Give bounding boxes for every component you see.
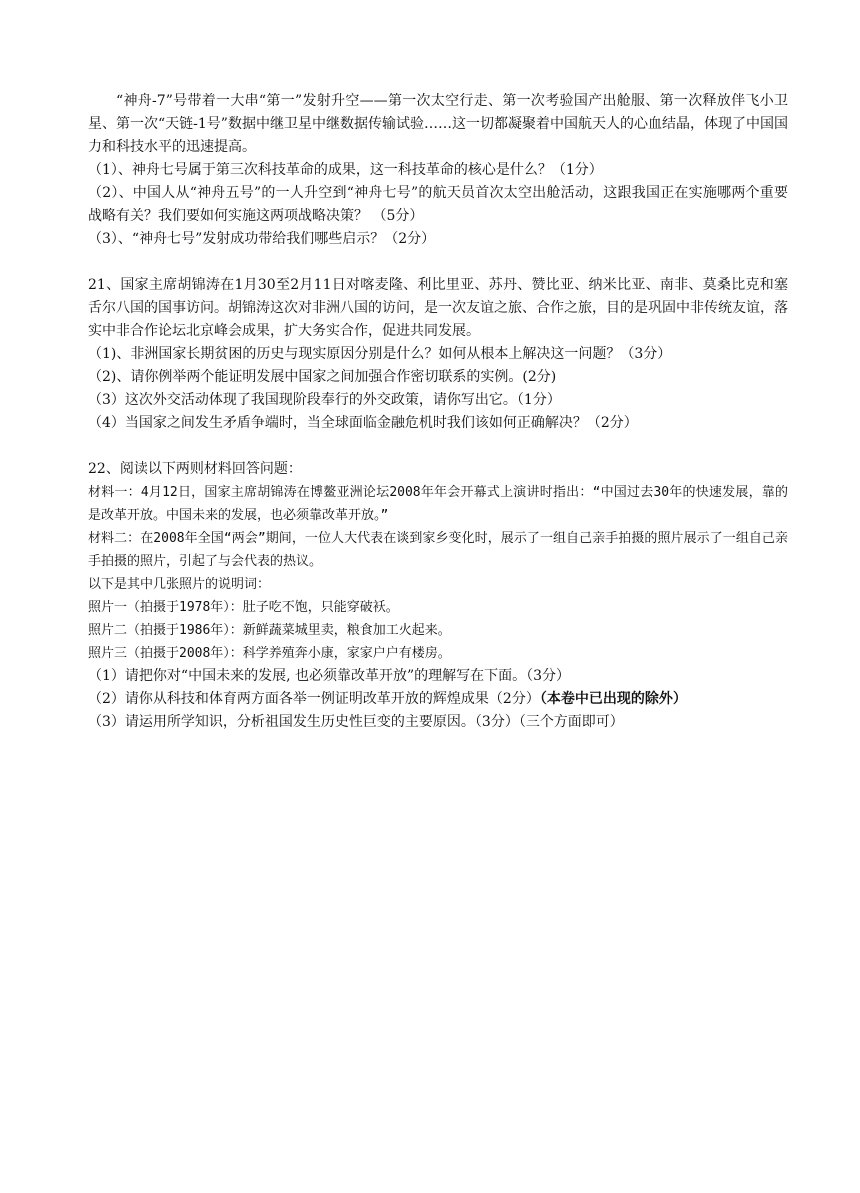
question-21-intro: 21、国家主席胡锦涛在1月30至2月11日对喀麦隆、利比里亚、苏丹、赞比亚、纳米比亚、南非、莫桑比克和塞舌尔八国的国事访问。胡锦涛这次对非洲八国的访问，是一次友谊之旅、合作之旅，目的是巩固中非传统友谊，落实中非合作论坛北京峰会成果，扩大务实合作，促进共同发展。 (88, 277, 788, 339)
shenzhou-question-1: （1）、神舟七号属于第三次科技革命的成果，这一科技革命的核心是什么？（1分） (88, 162, 603, 178)
document-page (88, 90, 788, 734)
question-22-part-2-text: （2）请你从科技和体育两方面各举一例证明改革开放的辉煌成果（2分） (88, 691, 540, 707)
question-22-part-3: （3）请运用所学知识，分析祖国发生历史性巨变的主要原因。（3分）（三个方面即可） (88, 714, 624, 730)
spacer (88, 251, 788, 274)
question-22-part-1: （1）请把你对“中国未来的发展, 也必须靠改革开放”的理解写在下面。（3分） (88, 668, 571, 684)
material-one: 材料一：4月12日，国家主席胡锦涛在博鳌亚洲论坛2008年年会开幕式上演讲时指出：“中国过去30年的快速发展，靠的是改革开放。中国未来的发展，也必须靠改革开放。” (88, 485, 788, 523)
question-22-part-2-note: （本卷中已出现的除外） (539, 691, 687, 707)
question-22-intro: 22、阅读以下两则材料回答问题： (88, 461, 302, 477)
shenzhou-question-2: （2）、中国人从“神舟五号”的一人升空到“神舟七号”的航天员首次太空出舱活动，这跟我国正在实施哪两个重要战略有关？我们要如何实施这两项战略决策？ （5分） (88, 185, 788, 224)
question-21-part-2: （2)、请你例举两个能证明发展中国家之间加强合作密切联系的实例。(2分) (88, 369, 557, 385)
question-22-part-2 (88, 688, 788, 711)
photo-caption-2: 照片二（拍摄于1986年）：新鲜蔬菜城里卖，粮食加工火起来。 (88, 623, 451, 638)
question-21-part-3: （3）这次外交活动体现了我国现阶段奉行的外交政策，请你写出它。（1分） (88, 392, 561, 408)
question-21-part-1: （1)、非洲国家长期贫困的历史与现实原因分别是什么？如何从根本上解决这一问题？（3分） (88, 346, 672, 362)
spacer (88, 435, 788, 458)
question-21-part-4: （4）当国家之间发生矛盾争端时，当全球面临金融危机时我们该如何正确解决？（2分） (88, 415, 638, 431)
shenzhou-intro: “神舟-7”号带着一大串“第一”发射升空——第一次太空行走、第一次考验国产出舱服、第一次释放伴飞小卫星、第一次“天链-1号”数据中继卫星中继数据传输试验……这一切都凝聚着中国航天人的心血结晶，体现了中国国力和科技水平的迅速提高。 (88, 93, 788, 155)
photo-caption-1: 照片一（拍摄于1978年）：肚子吃不饱，只能穿破袄。 (88, 600, 399, 615)
material-two: 材料二：在2008年全国“两会”期间，一位人大代表在谈到家乡变化时，展示了一组自己亲手拍摄的照片展示了一组自己亲手拍摄的照片，引起了与会代表的热议。 (88, 531, 788, 569)
shenzhou-question-3: （3）、“神舟七号”发射成功带给我们哪些启示？（2分） (88, 231, 436, 247)
photo-caption-3: 照片三（拍摄于2008年）：科学养殖奔小康，家家户户有楼房。 (88, 646, 451, 661)
photo-caption-intro: 以下是其中几张照片的说明词： (88, 577, 271, 592)
